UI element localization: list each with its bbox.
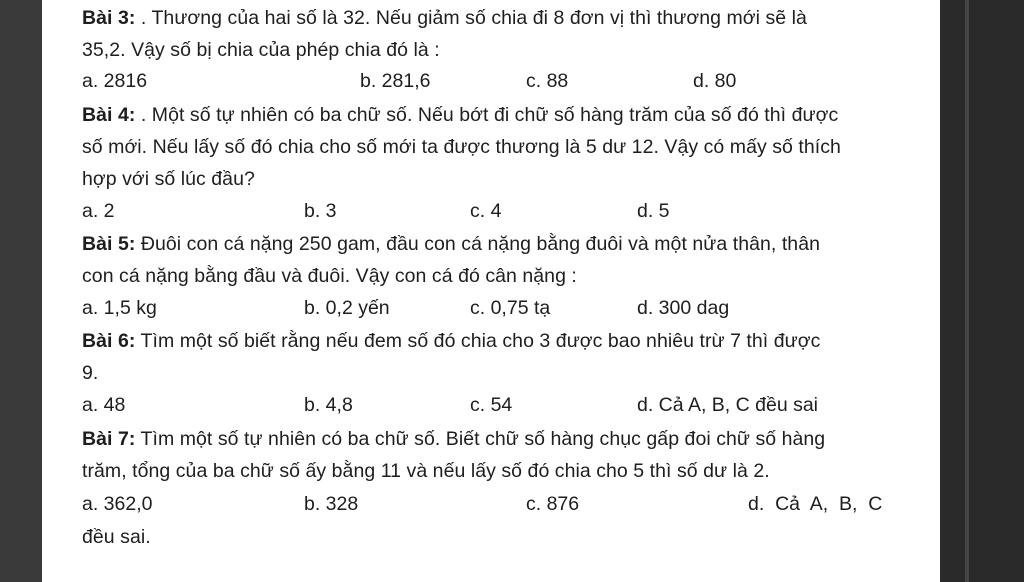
problem-7-option-c: c. 876 [526,493,580,515]
problem-6-line-1 [82,329,820,353]
problem-7-option-d: d. Cả A, B, C [748,493,883,515]
left-margin [0,0,42,582]
problem-7-line-1 [82,427,825,451]
problem-3-option-a: a. 2816 [82,70,148,92]
problem-5-line-2: con cá nặng bằng đầu và đuôi. Vậy con cá đó cân nặng : [82,265,577,287]
problem-3-option-b: b. 281,6 [360,70,431,92]
problem-3-option-d: d. 80 [693,70,737,92]
problem-4-line-2: số mới. Nếu lấy số đó chia cho số mới ta được thương là 5 dư 12. Vậy có mấy số thích [82,136,841,158]
problem-7-option-b: b. 328 [304,493,359,515]
problem-4-option-d: d. 5 [637,200,670,222]
problem-4-label: Bài 4: [82,104,136,126]
right-edge-line [965,0,969,582]
problem-4-option-c: c. 4 [470,200,502,222]
problem-5-text-1: Đuôi con cá nặng 250 gam, đầu con cá nặng bằng đuôi và một nửa thân, thân [140,233,820,255]
problem-3-label: Bài 3: [82,7,136,29]
worksheet-page [42,0,940,582]
problem-5-label: Bài 5: [82,233,136,255]
problem-6-label: Bài 6: [82,330,136,352]
right-margin [940,0,1024,582]
problem-6-text-1: Tìm một số biết rằng nếu đem số đó chia cho 3 được bao nhiêu trừ 7 thì được [140,330,821,352]
problem-7-option-d-continuation: đều sai. [82,526,151,548]
problem-5-option-c: c. 0,75 tạ [470,297,551,319]
problem-5-option-d: d. 300 dag [637,297,730,319]
problem-3-line-1 [82,6,807,30]
problem-4-option-a: a. 2 [82,200,115,222]
problem-6-option-b: b. 4,8 [304,394,353,416]
problem-5-line-1 [82,232,820,256]
problem-7-line-2: trăm, tổng của ba chữ số ấy bằng 11 và nếu lấy số đó chia cho 5 thì số dư là 2. [82,460,770,482]
problem-4-text-1: . Một số tự nhiên có ba chữ số. Nếu bớt đi chữ số hàng trăm của số đó thì được [140,104,839,126]
problem-6-option-d: d. Cả A, B, C đều sai [637,394,819,416]
problem-3-option-c: c. 88 [526,70,569,92]
problem-5-option-b: b. 0,2 yến [304,297,390,319]
problem-6-line-2: 9. [82,362,99,384]
problem-7-label: Bài 7: [82,428,136,450]
problem-7-option-a: a. 362,0 [82,493,153,515]
problem-3-text-1: . Thương của hai số là 32. Nếu giảm số chia đi 8 đơn vị thì thương mới sẽ là [140,7,807,29]
problem-3-line-2: 35,2. Vậy số bị chia của phép chia đó là : [82,39,440,61]
problem-6-option-c: c. 54 [470,394,513,416]
problem-4-option-b: b. 3 [304,200,337,222]
problem-4-line-3: hợp với số lúc đầu? [82,168,255,190]
problem-6-option-a: a. 48 [82,394,126,416]
problem-4-line-1 [82,103,838,127]
problem-5-option-a: a. 1,5 kg [82,297,157,319]
problem-7-text-1: Tìm một số tự nhiên có ba chữ số. Biết chữ số hàng chục gấp đoi chữ số hàng [140,428,826,450]
